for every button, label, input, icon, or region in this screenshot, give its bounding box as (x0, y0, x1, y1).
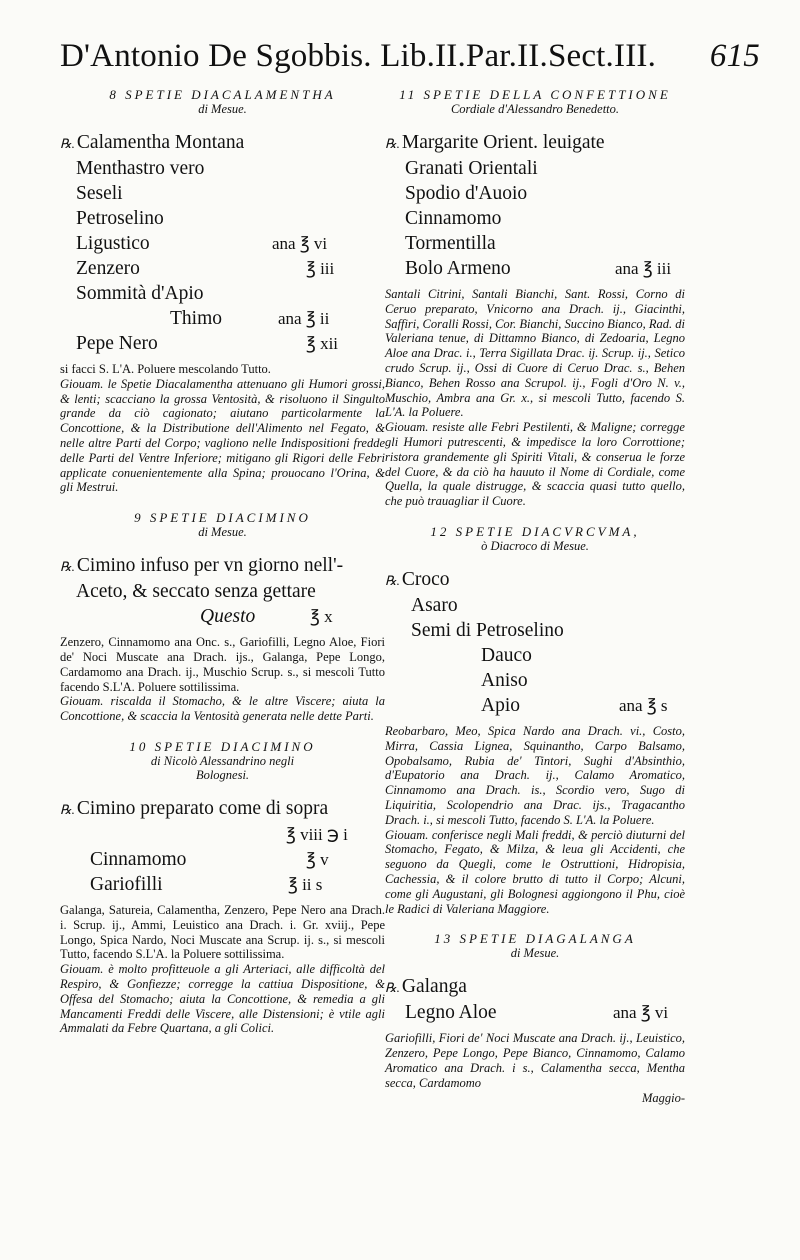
quantity: ana ℥ ii (278, 309, 330, 328)
recipe-item: Sommità d'Apio (76, 283, 204, 304)
recipe-symbol-icon: ℞. (385, 136, 400, 151)
recipe-item: ℞. Calamentha Montana (60, 132, 245, 153)
quantity: ℥ viii ℈ i (286, 824, 348, 844)
recipe-item: Asaro (411, 594, 458, 616)
section-11-title: 11 SPETIE DELLA CONFETTIONE (399, 87, 671, 102)
section-12-subtitle: ò Diacroco di Mesue. (481, 538, 589, 553)
recipe-item: Semi di Petroselino (411, 619, 564, 641)
recipe-item: Cinnamomo ℥ v (90, 848, 329, 870)
recipe-item: Legno Aloe ana ℥ vi (405, 1002, 669, 1024)
recipe-symbol-icon: ℞. (60, 136, 75, 151)
recipe-symbol-icon: ℞. (385, 572, 400, 588)
section-12-heading (385, 525, 685, 553)
recipe-item: Dauco (481, 644, 532, 666)
section-8-subtitle: di Mesue. (198, 102, 247, 116)
quantity: ana ℥ iii (615, 259, 672, 278)
recipe-item: Aniso (481, 669, 528, 691)
section-13-title: 13 SPETIE DIAGALANGA (434, 931, 636, 947)
recipe-item: ℞. Margarite Orient. leuigate (385, 132, 605, 153)
section-13-heading (385, 932, 685, 960)
recipe-item: Tormentilla (405, 233, 496, 254)
section-8-title: 8 SPETIE DIACALAMENTHA (109, 87, 336, 102)
recipe-note: Gariofilli, Fiori de' Noci Muscate ana Drach. ij., Leuistico, Zenzero, Pepe Longo, Pepe Bianco, Cinnamomo, Calamo Aromatico ana Drach. i s., Calamentha secca, Mentha secca, Cardamomo Maggio- (385, 1031, 685, 1105)
recipe-item: Ligustico ana ℥ vi (76, 233, 328, 254)
recipe-item: Cinnamomo (405, 208, 502, 229)
section-9-title: 9 SPETIE DIACIMINO (134, 510, 311, 526)
quantity: ana ℥ s (619, 695, 668, 715)
section-10-heading (60, 740, 385, 782)
section-12-title: 12 SPETIE DIACVRCVMA, (430, 523, 640, 539)
recipe-note: Zenzero, Cinnamomo ana Onc. s., Gariofilli, Legno Aloe, Fiori de' Noci Muscate ana Drach. ijs., Galanga, Pepe Longo, Cardamomo ana Drach. ij., Muschio Scrup. s., si mescoli Tutto facendo S.L'A. Poluere sottilissima. Giouam. riscalda il Stomacho, & le altre Viscere; aiuta la Concottione, & scaccia la Ventosità generata nelle dette Parti. (60, 635, 385, 724)
recipe-item: ℞. Croco (385, 568, 450, 590)
recipe-symbol-icon: ℞. (60, 559, 75, 575)
section-10-subtitle: di Nicolò Alessandrino negli (150, 753, 295, 768)
right-column (385, 88, 685, 1105)
section-10-subtitle-2: Bolognesi. (195, 767, 250, 782)
recipe-item: Petroselino (76, 208, 164, 229)
quantity: ℥ x (310, 607, 333, 627)
section-9-heading (60, 511, 385, 539)
recipe-item: Gariofilli ℥ ii s (90, 873, 323, 895)
quantity: ℥ iii (306, 259, 335, 278)
quantity: ana ℥ vi (613, 1003, 669, 1023)
header-title: D'Antonio De Sgobbis. Lib.II.Par.II.Sect.III. (60, 38, 657, 74)
recipe-item: ℞. Cimino preparato come di sopra (60, 797, 329, 819)
quantity: ana ℥ vi (272, 234, 328, 253)
recipe-item: Bolo Armeno ana ℥ iii (405, 258, 672, 279)
recipe-item: Seseli (76, 183, 123, 204)
recipe-item: Thimo ana ℥ ii (170, 308, 330, 329)
recipe-item: Zenzero ℥ iii (76, 258, 335, 279)
recipe-note: Reobarbaro, Meo, Spica Nardo ana Drach. vi., Costo, Mirra, Cassia Lignea, Squinantho, Carpo Balsamo, Opobalsamo, Rubia de' Tintori, Sughi d'Absinthio, d'Eupatorio ana Drach. ij., Calamo Aromatico, Cinnamomo ana Drach. is., Scordio vero, Sugo di Liquiritia, Scolopendrio ana Drac. ijs., Tragacantho Drach. i., si mescoli Tutto, facendo S. L'A. la Poluere. Giouam. conferisce negli Mali freddi, & perciò diuturni del Stomacho, Fegato, & Milza, & leua gli Accidenti, che seguono da Quegli, come le Ostruttioni, Hidropisia, Cachessia, & il colore brutto di tutto il Corpo; Alcuni, come gli Augustani, gli Bolognesi aggiongono il Phu, cioè le Radici di Valeriana Maggiore. (385, 723, 685, 916)
recipe-symbol-icon: ℞. (60, 801, 75, 817)
catchword: Maggio- (641, 1090, 685, 1105)
left-column (60, 88, 385, 1036)
recipe-item: Apio ana ℥ s (481, 694, 668, 716)
recipe-item: Spodio d'Auoio (405, 183, 528, 204)
quantity: ℥ v (306, 849, 329, 869)
recipe-item (60, 822, 385, 847)
quantity: ℥ xii (306, 334, 339, 353)
quantity: ℥ ii s (288, 874, 323, 894)
recipe-note: Santali Citrini, Santali Bianchi, Sant. Rossi, Corno di Ceruo preparato, Vnicorno ana Drach. ij., Giacinthi, Saffiri, Coralli Rossi, Cor. Bianchi, Succino Bianco, Rad. di Valeriana tenue, di Dittamno Bianco, di Zedoaria, Legno Aloe ana Drac. i., Terra Sigillata Drac. ij. Scrup. ij., Setico crudo Scrup. ij., Ossi di Cuore di Ceruo Drac. s., Behen Bianco, Behen Rosso ana Scrupol. ij., Fogli d'Oro N. v., Muschio, Ambra ana Gr. x., si mescoli Tutto, facendo S. L'A. la Poluere. Giouam. resiste alle Febri Pestilenti, & Maligne; corregge gli Humori putrescenti, & impedisce la loro Corrottione; ristora grandemente gli Spiriti Vitali, & conserua le forze del Cuore, & da ciò ha hauuto il Nome di Cordiale, come Quella, la quale distrugge, & scaccia quasi tutto quello, che può trauagliar il Cuore. (385, 287, 685, 509)
recipe-item: Granati Orientali (405, 158, 538, 179)
recipe-note: si facci S. L'A. Poluere mescolando Tutto. Giouam. le Spetie Diacalamentha attenuano gli Humori grossi, & lenti; scacciano la grossa Ventosità, & risoluono il Singulto grande da ciò cagionato; aiutano particolarmente la Concottione, & la Distributione dell'Alimento nel Fegato, & nelle altre Parti del Corpo; vagliono nelle Indispositioni fredde delle Parti del Ventre Inferiore; mitigano gli Rigori delle Febri applicate conuenientemente alla Spina; prouocano l'Orina, & gli Mestrui. (60, 362, 385, 495)
section-10-title: 10 SPETIE DIACIMINO (129, 738, 316, 754)
running-header (60, 38, 760, 82)
recipe-item: Aceto, & seccato senza gettare (76, 581, 316, 603)
recipe-item: Questo ℥ x (200, 606, 333, 628)
recipe-symbol-icon: ℞. (385, 980, 400, 996)
recipe-item: Menthastro vero (76, 158, 205, 179)
page-number: 615 (709, 38, 760, 74)
section-8-heading (60, 88, 385, 116)
recipe-item: Pepe Nero ℥ xii (76, 333, 339, 354)
recipe-item: ℞. Cimino infuso per vn giorno nell'- (60, 555, 344, 577)
section-11-subtitle: Cordiale d'Alessandro Benedetto. (450, 102, 620, 116)
recipe-note: Galanga, Satureia, Calamentha, Zenzero, Pepe Nero ana Drach. i. Scrup. ij., Ammi, Leuistico ana Drach. i. Gr. xviij., Pepe Longo, Spica Nardo, Noci Muscate ana Scrup. ij. s., si mescoli Tutto, facendo S.L'A. la Poluere sottilissima. Giouam. è molto profitteuole a gli Arteriaci, alle difficoltà del Respiro, & Gonfiezze; corregge la cattiua Dispositione, & Offesa del Stomacho; aiuta la Concottione, & remedia a gli Mancamenti Freddi delle Viscere, alle Distensioni; è vtile agli Ammalati da Febre Quartana, a gli Colici. (60, 902, 385, 1036)
section-9-subtitle: di Mesue. (198, 525, 247, 540)
section-13-subtitle: di Mesue. (510, 946, 560, 961)
section-11-heading (385, 88, 685, 116)
recipe-item: ℞. Galanga (385, 976, 467, 998)
